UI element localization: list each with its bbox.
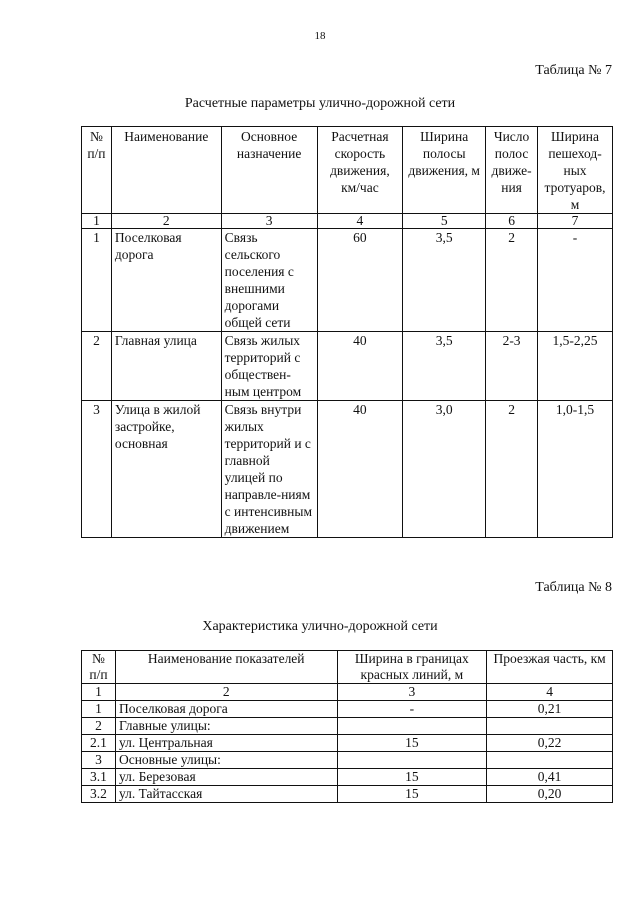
column-number: 3 <box>221 214 317 229</box>
column-number: 2 <box>115 684 337 701</box>
table-row <box>82 752 613 769</box>
header-cell: Ширина в границах красных линий, м <box>337 651 487 684</box>
table-row <box>82 701 613 718</box>
carriageway-length: 0,21 <box>487 701 613 718</box>
column-number: 7 <box>538 214 613 229</box>
row-number: 1 <box>82 229 112 332</box>
design-speed: 60 <box>317 229 403 332</box>
row-number: 1 <box>82 701 116 718</box>
lane-width: 3,5 <box>403 229 486 332</box>
table-row <box>82 332 613 401</box>
row-number: 2 <box>82 718 116 735</box>
row-number: 3.2 <box>82 786 116 803</box>
red-line-width: 15 <box>337 769 487 786</box>
header-cell: Наименование <box>111 127 221 214</box>
table-row <box>82 769 613 786</box>
column-number-row <box>82 684 613 701</box>
red-line-width: 15 <box>337 786 487 803</box>
street-parameters-table <box>81 126 613 538</box>
column-number: 1 <box>82 684 116 701</box>
header-cell: Проезжая часть, км <box>487 651 613 684</box>
carriageway-length <box>487 752 613 769</box>
indicator-name: ул. Центральная <box>115 735 337 752</box>
row-number: 3 <box>82 401 112 538</box>
row-number: 2 <box>82 332 112 401</box>
lane-width: 3,0 <box>403 401 486 538</box>
table7-title: Расчетные параметры улично-дорожной сети <box>184 96 456 111</box>
column-number: 1 <box>82 214 112 229</box>
row-number: 3.1 <box>82 769 116 786</box>
indicator-name: Главные улицы: <box>115 718 337 735</box>
indicator-name: ул. Тайтасская <box>115 786 337 803</box>
road-purpose: Связь сельского поселения с внешними дорогами общей сети <box>221 229 317 332</box>
table-header-row <box>82 651 613 684</box>
table-header-row <box>82 127 613 214</box>
header-cell: Число полос движе-ния <box>486 127 538 214</box>
sidewalk-width: 1,0-1,5 <box>538 401 613 538</box>
column-number: 4 <box>317 214 403 229</box>
sidewalk-width: 1,5-2,25 <box>538 332 613 401</box>
header-cell: Ширина пешеход-ных тротуаров, м <box>538 127 613 214</box>
design-speed: 40 <box>317 401 403 538</box>
design-speed: 40 <box>317 332 403 401</box>
red-line-width: 15 <box>337 735 487 752</box>
table7-caption: Таблица № 7 <box>535 63 612 78</box>
table-row <box>82 786 613 803</box>
indicator-name: ул. Березовая <box>115 769 337 786</box>
column-number: 6 <box>486 214 538 229</box>
indicator-name: Поселковая дорога <box>115 701 337 718</box>
carriageway-length: 0,20 <box>487 786 613 803</box>
lane-count: 2 <box>486 229 538 332</box>
carriageway-length <box>487 718 613 735</box>
road-name: Поселковая дорога <box>111 229 221 332</box>
red-line-width <box>337 752 487 769</box>
table-row <box>82 718 613 735</box>
table8-title: Характеристика улично-дорожной сети <box>202 619 438 634</box>
street-network-table <box>81 650 613 803</box>
carriageway-length: 0,22 <box>487 735 613 752</box>
column-number-row <box>82 214 613 229</box>
table-row <box>82 735 613 752</box>
table-row <box>82 229 613 332</box>
header-cell: Ширина полосы движения, м <box>403 127 486 214</box>
header-cell: Наименование показателей <box>115 651 337 684</box>
row-number: 3 <box>82 752 116 769</box>
road-name: Улица в жилой застройке, основная <box>111 401 221 538</box>
table8-caption: Таблица № 8 <box>535 580 612 595</box>
table-row <box>82 401 613 538</box>
header-cell: Расчетная скорость движения, км/час <box>317 127 403 214</box>
header-cell: № п/п <box>82 651 116 684</box>
indicator-name: Основные улицы: <box>115 752 337 769</box>
column-number: 3 <box>337 684 487 701</box>
column-number: 5 <box>403 214 486 229</box>
lane-count: 2 <box>486 401 538 538</box>
red-line-width <box>337 718 487 735</box>
lane-count: 2-3 <box>486 332 538 401</box>
row-number: 2.1 <box>82 735 116 752</box>
red-line-width: - <box>337 701 487 718</box>
road-purpose: Связь жилых территорий с обществен-ным центром <box>221 332 317 401</box>
page-number: 18 <box>314 30 326 42</box>
header-cell: № п/п <box>82 127 112 214</box>
column-number: 2 <box>111 214 221 229</box>
sidewalk-width: - <box>538 229 613 332</box>
road-purpose: Связь внутри жилых территорий и с главной улицей по направле-ниям с интенсивным движением <box>221 401 317 538</box>
header-cell: Основное назначение <box>221 127 317 214</box>
lane-width: 3,5 <box>403 332 486 401</box>
road-name: Главная улица <box>111 332 221 401</box>
column-number: 4 <box>487 684 613 701</box>
carriageway-length: 0,41 <box>487 769 613 786</box>
